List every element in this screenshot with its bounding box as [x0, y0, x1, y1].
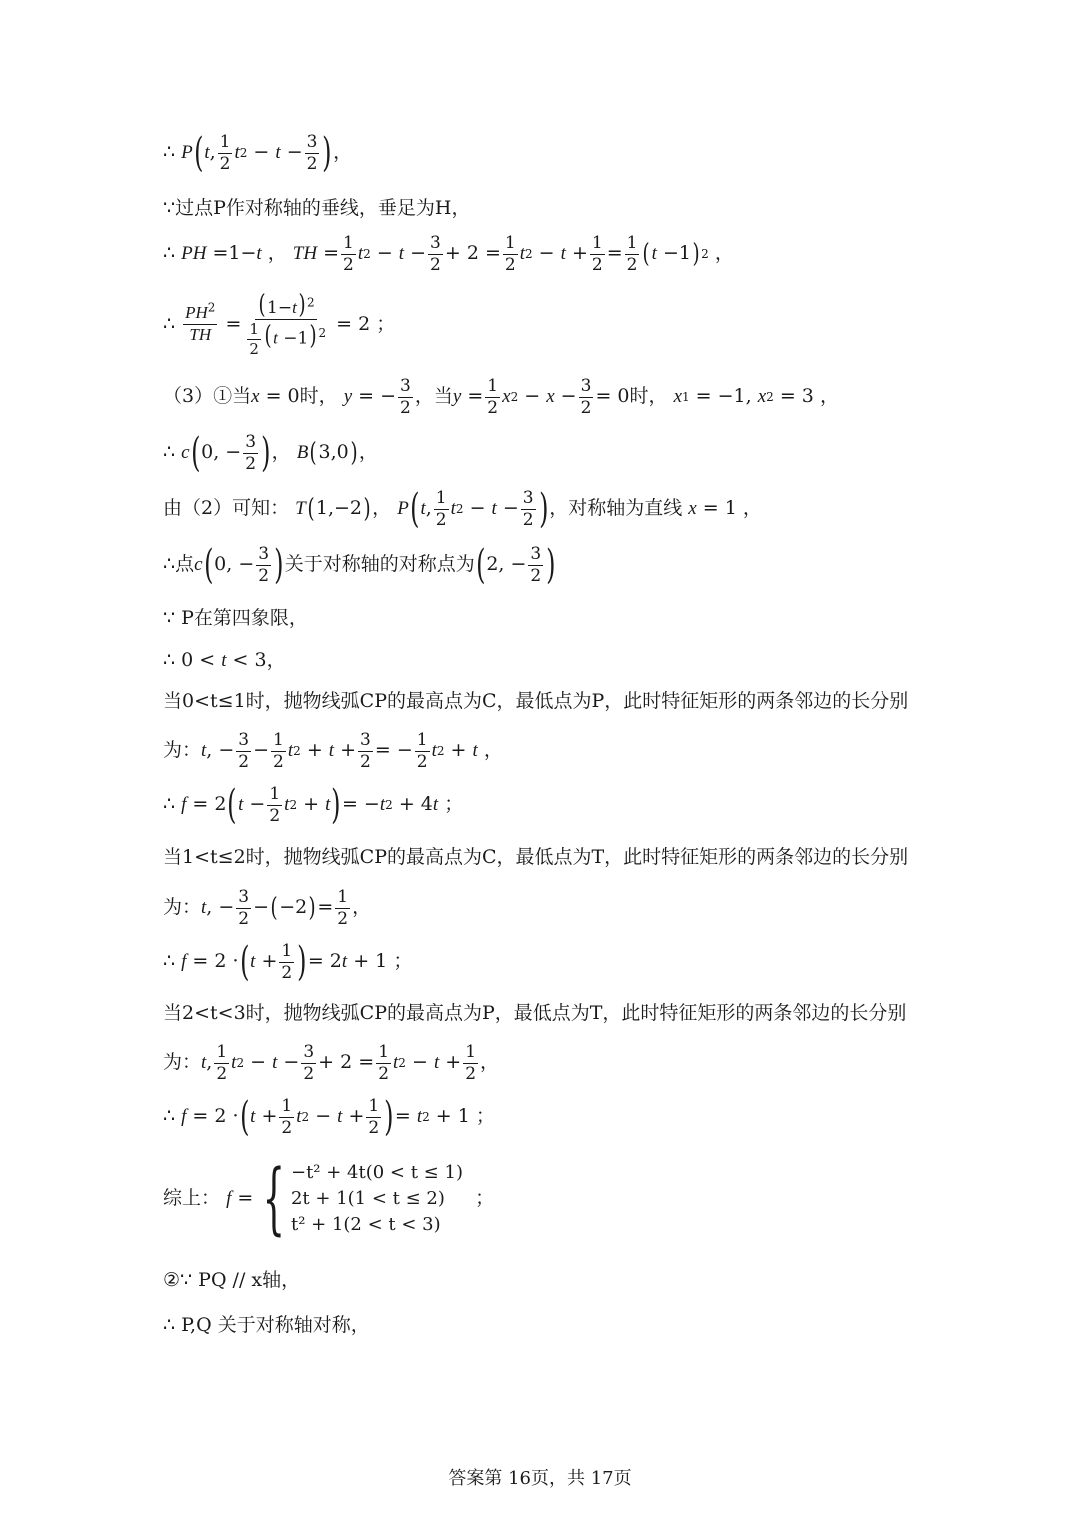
line-p-coordinates: ∴ P ( t , $\frac{1}{2}$ t 2 − t − $\frac{3}{2}$ ) ， — [163, 130, 353, 177]
line-t-range: ∴ 0 < t < 3 ， — [163, 649, 286, 671]
line-symmetric-point: ∴ 点 c ( 0, − $\frac{3}{2}$ ) 关于对称轴的对称点为 ( 2, − $\frac{3}{2}$ ) — [163, 542, 556, 589]
left-brace: { — [262, 1154, 286, 1245]
line-case2-f: ∴ f = 2 · ( t + $\frac{1}{2}$ ) = 2 t + 1 ； — [163, 939, 413, 986]
line-case1-f: ∴ f = 2 ( t − $\frac{1}{2}$ t 2 + t ) = − t 2 + 4 t ； — [163, 782, 464, 829]
line-case3: 当2<t<3时，抛物线弧CP的最高点为P，最低点为T，此时特征矩形的两条邻边的长分别 — [163, 1002, 907, 1024]
page-footer: 答案第 16页，共 17页 — [448, 1468, 632, 1489]
line-text: 过点P作对称轴的垂线，垂足为H， — [175, 197, 471, 219]
line-pq-parallel: ②∵ PQ // x轴， — [163, 1269, 301, 1291]
line-perpendicular — [163, 198, 940, 220]
line-case1: 当0<t≤1时，抛物线弧CP的最高点为C，最低点为P，此时特征矩形的两条邻边的长分别 — [163, 690, 909, 712]
line-case2: 当1<t≤2时，抛物线弧CP的最高点为C，最低点为T，此时特征矩形的两条邻边的长分别 — [163, 846, 909, 868]
line-part3: （3）①当 x = 0 时， y = − $\frac{3}{2}$ ，当 y = $\frac{1}{2}$ x 2 − x − $\frac{3}{2}$ = 0 时， x 1 = −1, x 2 = 3 ， — [163, 376, 839, 418]
line-case3-f: ∴ f = 2 · ( t + $\frac{1}{2}$ t 2 − t + $\frac{1}{2}$ ) = t 2 + 1 ； — [163, 1094, 495, 1141]
case-row: −t² + 4t(0 < t ≤ 1) — [290, 1162, 463, 1183]
line-pq-symmetric: ∴ P,Q 关于对称轴对称， — [163, 1314, 370, 1336]
line-from-part2: 由（2）可知： T ( 1,−2 ) ， P ( t , $\frac{1}{2}$ t 2 − t − $\frac{3}{2}$ ) ， 对称轴为直线 x = 1 ， — [163, 486, 762, 533]
line-ratio: ∴ $\frac{PH^2}{TH}$ = (1−t) $^2$ $\frac{1}{2}$ (t −1) $^2$ = 2 ； — [163, 290, 396, 358]
case-row: 2t + 1(1 < t ≤ 2) — [290, 1188, 445, 1210]
line-case2-sides: 为： t , − $\frac{3}{2}$ − ( −2 ) = $\frac{1}{2}$ ， — [163, 887, 372, 929]
line-case1-sides: 为： t , − $\frac{3}{2}$ − $\frac{1}{2}$ t 2 + t + $\frac{3}{2}$ = − $\frac{1}{2}$ t 2 + t ， — [163, 730, 503, 772]
therefore-symbol: ∴ — [163, 141, 176, 164]
line-summary: 综上： f = { −t² + 4t(0 < t ≤ 1) 2t + 1(1 < t ≤ 2) t² + 1(2 < t < 3) ； — [163, 1154, 495, 1245]
case-row: t² + 1(2 < t < 3) — [290, 1214, 441, 1236]
because-symbol: ∵ — [163, 197, 176, 219]
line-points-cb: ∴ c ( 0, − $\frac{3}{2}$ ) ， B ( 3,0 ) ， — [163, 430, 378, 477]
piecewise-cases — [291, 1160, 463, 1238]
line-case3-sides: 为： t , $\frac{1}{2}$ t 2 − t − $\frac{3}{2}$ + 2 = $\frac{1}{2}$ t 2 − t + $\frac{1}{2}$ ， — [163, 1042, 500, 1084]
line-ph-th: ∴ PH =1− t ， TH = $\frac{1}{2}$ t 2 − t − $\frac{3}{2}$ + 2 = $\frac{1}{2}$ t 2 − t + $\frac{1}{2}$ = $\frac{1}{2}$ ( t −1 ) 2 ， — [163, 233, 734, 275]
line-fourth-quadrant: ∵ P在第四象限， — [163, 607, 308, 629]
